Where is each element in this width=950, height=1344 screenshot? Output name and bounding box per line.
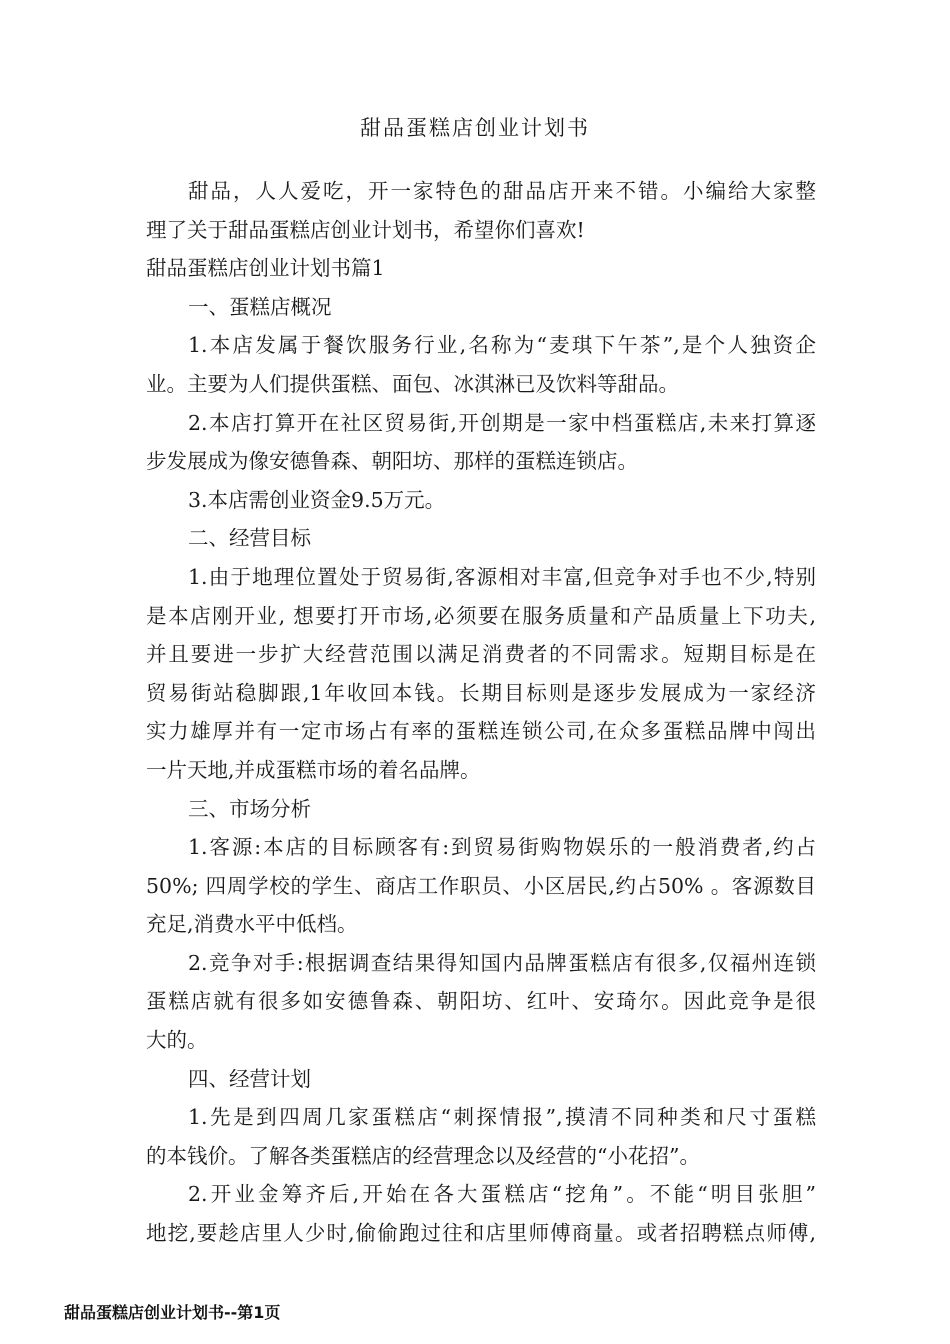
text-line: 一、蛋糕店概况 [188, 294, 332, 319]
text-line: 充足,消费水平中低档。 [146, 912, 358, 937]
text-line: 1.先是到四周几家蛋糕店“刺探情报”,摸清不同种类和尺寸蛋糕 [188, 1105, 816, 1130]
text-line: 大的。 [146, 1028, 208, 1053]
text-line: 蛋糕店就有很多如安德鲁森、朝阳坊、红叶、安琦尔。因此竞争是很 [146, 989, 816, 1014]
text-line: 1.由于地理位置处于贸易街,客源相对丰富,但竞争对手也不少,特别 [188, 564, 816, 589]
text-line: 地挖,要趁店里人少时,偷偷跑过往和店里师傅商量。或者招聘糕点师傅, [146, 1221, 816, 1246]
text-line: 二、经营目标 [188, 526, 311, 551]
text-line: 是本店刚开业, 想要打开市场,必须要在服务质量和产品质量上下功夫, [146, 603, 816, 628]
text-line: 业。主要为人们提供蛋糕、面包、冰淇淋已及饮料等甜品。 [146, 371, 679, 396]
text-line: 步发展成为像安德鲁森、朝阳坊、那样的蛋糕连锁店。 [146, 449, 638, 474]
text-line: 三、市场分析 [188, 796, 311, 821]
text-line: 2.本店打算开在社区贸易街,开创期是一家中档蛋糕店,未来打算逐 [188, 410, 816, 435]
text-line: 2.开业金筹齐后,开始在各大蛋糕店“挖角”。不能“明目张胆” [188, 1182, 816, 1207]
text-line: 甜品，人人爱吃，开一家特色的甜品店开来不错。小编给大家整 [188, 179, 816, 203]
text-line: 2.竞争对手:根据调查结果得知国内品牌蛋糕店有很多,仅福州连锁 [188, 950, 816, 975]
page-title: 甜品蛋糕店创业计划书 [360, 116, 590, 140]
text-line: 理了关于甜品蛋糕店创业计划书，希望你们喜欢! [146, 217, 585, 242]
text-line: 一片天地,并成蛋糕市场的着名品牌。 [146, 757, 481, 782]
text-line: 贸易街站稳脚跟,1年收回本钱。长期目标则是逐步发展成为一家经济 [146, 680, 816, 705]
text-line: 1.本店发属于餐饮服务行业,名称为“麦琪下午茶”,是个人独资企 [188, 333, 816, 358]
text-line: 的本钱价。了解各类蛋糕店的经营理念以及经营的“小花招”。 [146, 1143, 700, 1168]
text-line: 实力雄厚并有一定市场占有率的蛋糕连锁公司,在众多蛋糕品牌中闯出 [146, 719, 816, 744]
page-footer: 甜品蛋糕店创业计划书--第1页 [64, 1303, 281, 1322]
text-line: 1.客源:本店的目标顾客有:到贸易街购物娱乐的一般消费者,约占 [188, 835, 816, 860]
text-line: 并且要进一步扩大经营范围以满足消费者的不同需求。短期目标是在 [146, 642, 816, 667]
text-line: 3.本店需创业资金9.5万元。 [188, 487, 446, 512]
document-body [146, 172, 816, 1253]
text-line: 50%; 四周学校的学生、商店工作职员、小区居民,约占50% 。客源数目 [146, 873, 816, 898]
text-line: 甜品蛋糕店创业计划书篇1 [146, 256, 385, 281]
text-line: 四、经营计划 [188, 1066, 311, 1091]
